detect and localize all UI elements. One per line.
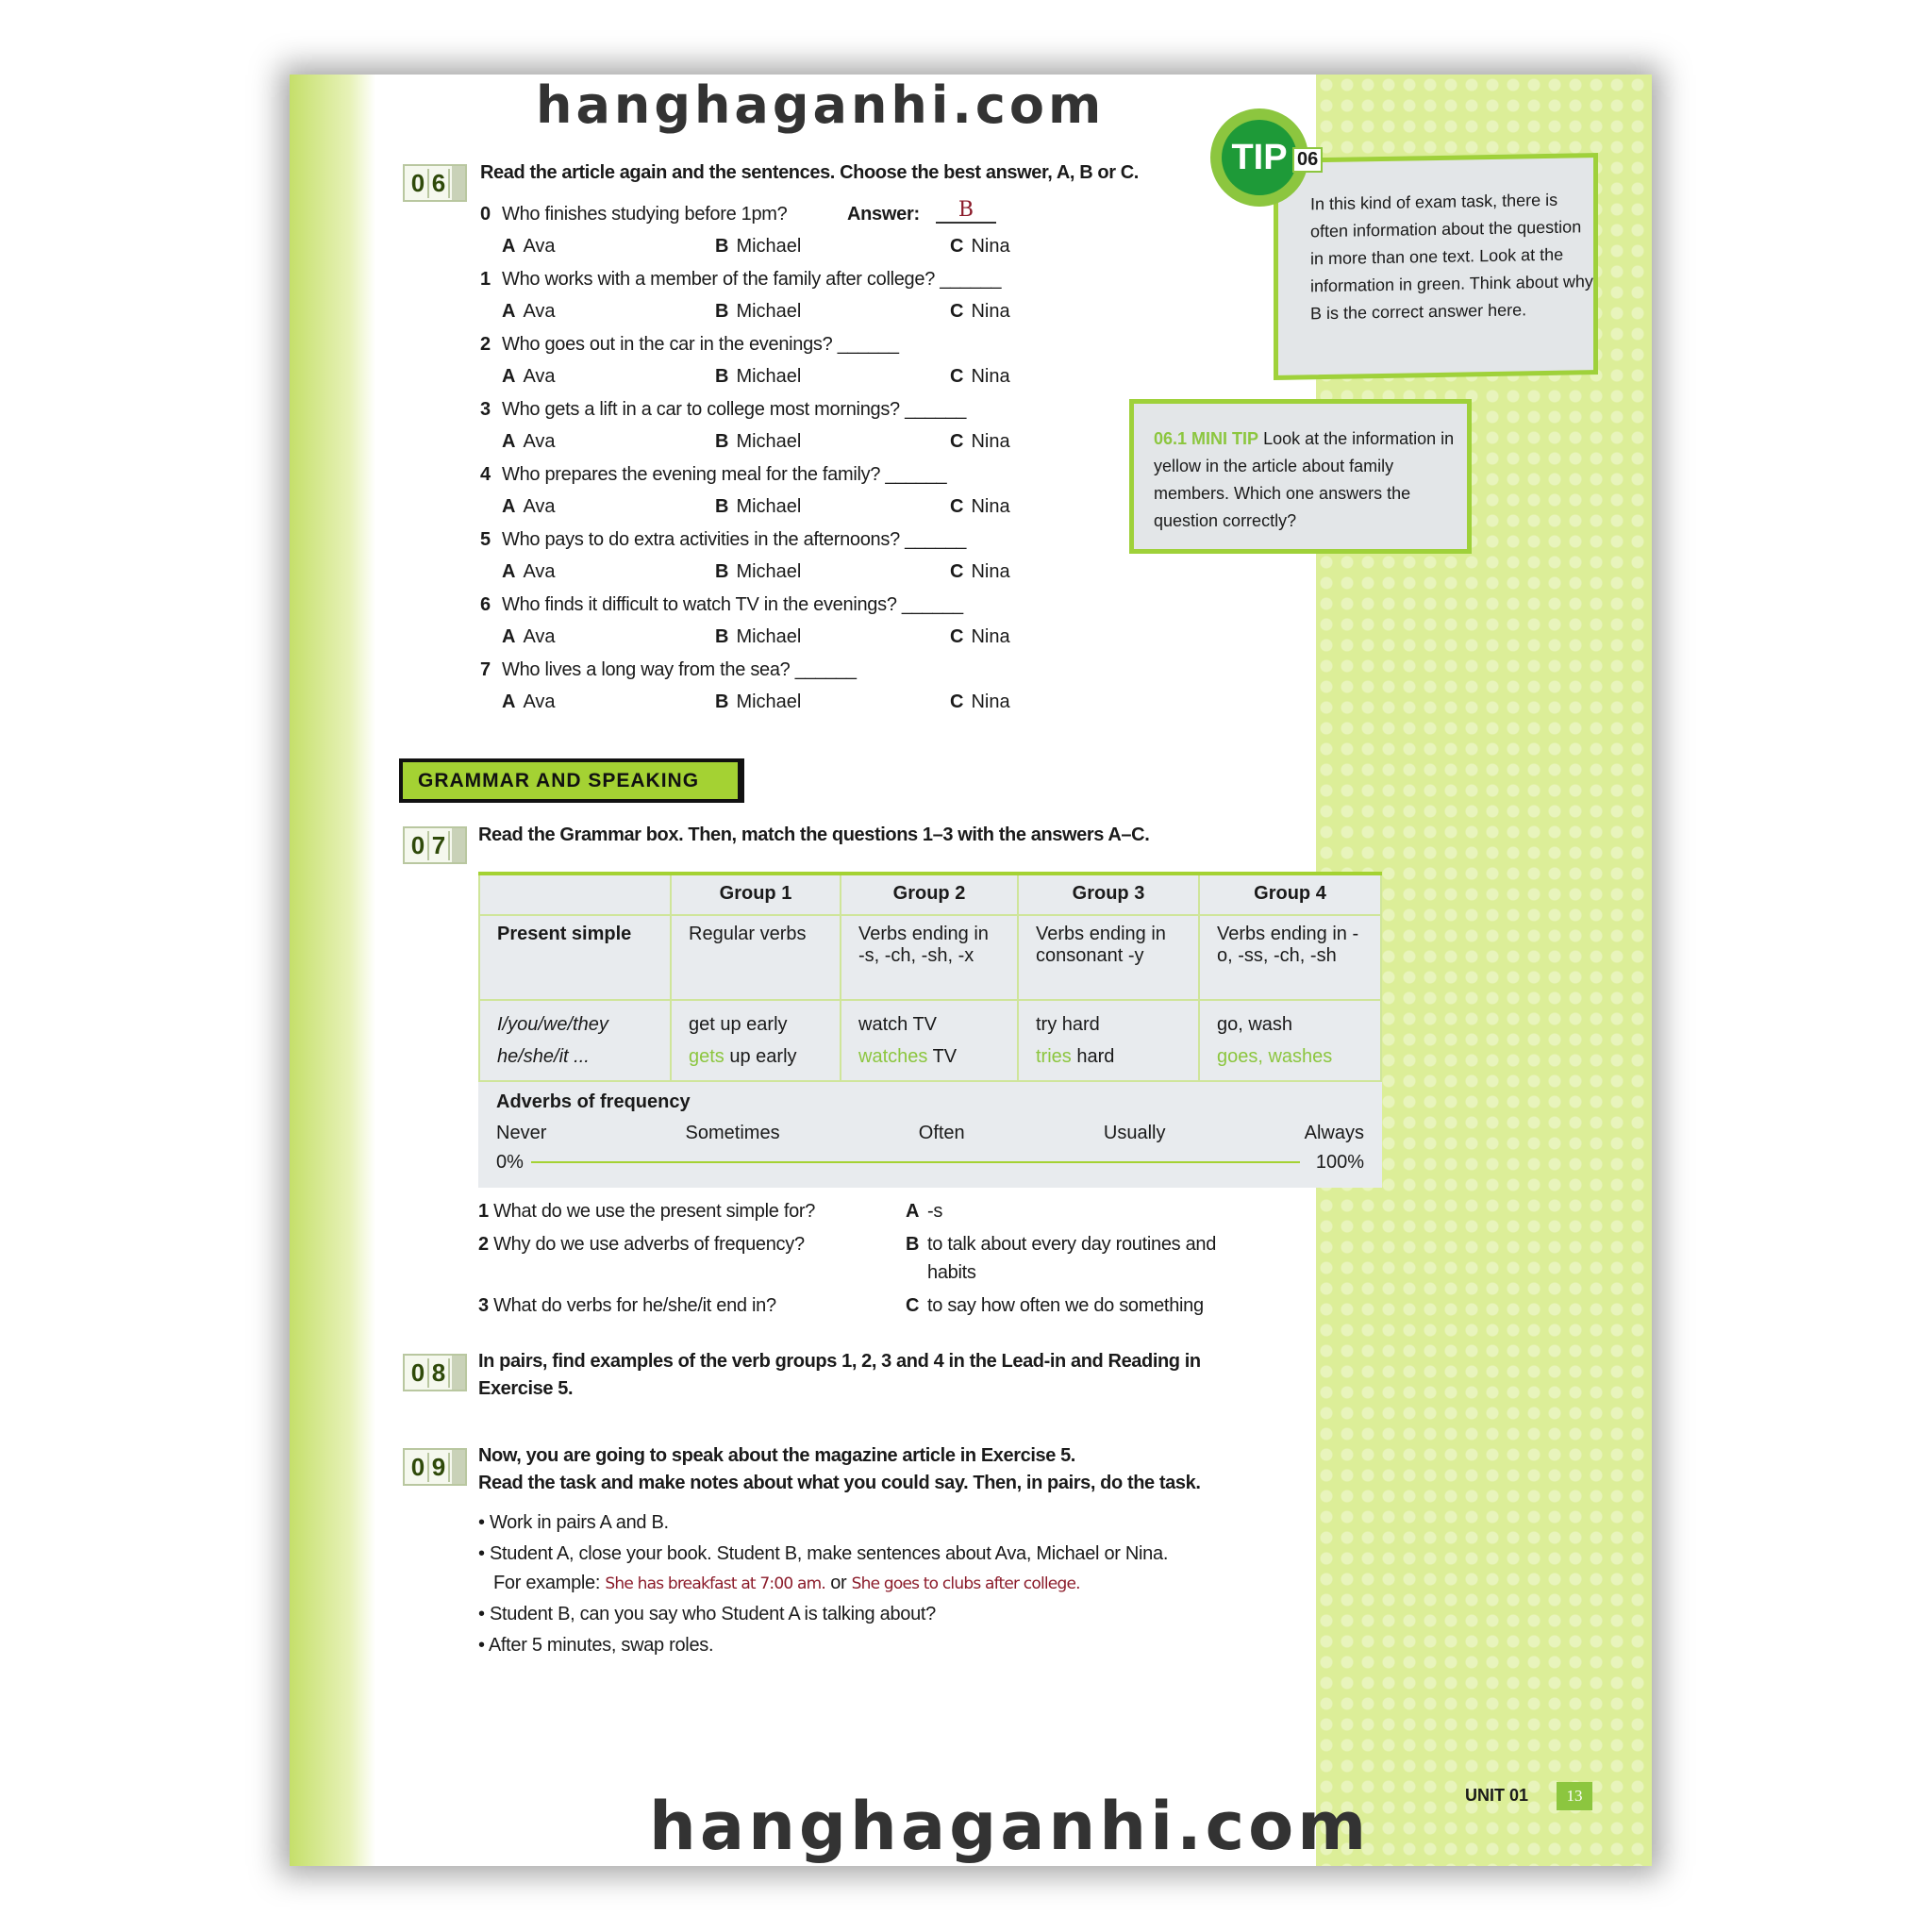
example-rest: TV <box>927 1046 958 1067</box>
matching-question <box>478 1295 776 1317</box>
example-rest: up early <box>724 1046 797 1067</box>
answer-option[interactable] <box>950 496 1010 518</box>
adverb-sometimes: Sometimes <box>685 1123 780 1143</box>
question-text: Who pays to do extra activities in the afternoons? ______ <box>502 529 967 550</box>
option-text: Ava <box>523 366 556 387</box>
option-letter: C <box>950 496 964 517</box>
option-letter: A <box>502 626 516 647</box>
option-letter: B <box>715 431 729 452</box>
option-text: Nina <box>971 366 1010 387</box>
matching-answer <box>906 1201 942 1223</box>
answer-letter: B <box>906 1234 920 1255</box>
pronouns-plural: I/you/we/they <box>497 1014 608 1035</box>
option-letter: A <box>502 691 516 712</box>
question-text: Who goes out in the car in the evenings? ______ <box>502 334 899 355</box>
answer-letter: A <box>906 1201 920 1222</box>
matching-question <box>478 1201 815 1223</box>
answer-option[interactable] <box>715 236 801 258</box>
badge-digit: 0 <box>408 169 429 198</box>
answer-option[interactable] <box>502 236 556 258</box>
option-text: Michael <box>736 366 802 387</box>
option-letter: C <box>950 301 964 322</box>
answer-letter: C <box>906 1295 920 1316</box>
tip-box <box>1274 153 1598 380</box>
option-letter: B <box>715 626 729 647</box>
question-text: What do verbs for he/she/it end in? <box>493 1295 776 1316</box>
question-text: Who works with a member of the family after college? ______ <box>502 269 1002 290</box>
option-text: Ava <box>523 691 556 712</box>
left-green-band <box>290 75 375 1866</box>
example-sentence-2: She goes to clubs after college. <box>851 1574 1080 1593</box>
bullet-text: Work in pairs A and B. <box>489 1512 669 1533</box>
answer-option[interactable] <box>950 301 1010 323</box>
option-text: Michael <box>736 496 802 517</box>
answer-option[interactable] <box>715 496 801 518</box>
section-header-grammar-speaking: GRAMMAR AND SPEAKING <box>399 758 744 803</box>
exercise-07-instruction: Read the Grammar box. Then, match the questions 1–3 with the answers A–C. <box>478 824 1150 845</box>
tip-label: TIP <box>1222 120 1297 195</box>
example-sentence-1: She has breakfast at 7:00 am. <box>605 1574 825 1593</box>
answer-option[interactable] <box>715 626 801 648</box>
page-number: 13 <box>1557 1782 1592 1810</box>
bullet-item: • Student B, can you say who Student A is talking about? <box>478 1604 936 1624</box>
answer-option[interactable] <box>950 431 1010 453</box>
bullet-item: • Work in pairs A and B. <box>478 1512 669 1533</box>
exercise-06-badge <box>403 164 467 202</box>
answer-text: -s <box>927 1201 943 1222</box>
matching-question <box>478 1234 805 1256</box>
answer-option[interactable] <box>950 561 1010 583</box>
answer-option[interactable] <box>950 691 1010 713</box>
question-number: 1 <box>478 1201 489 1222</box>
option-text: Michael <box>736 236 802 257</box>
answer-option[interactable] <box>502 301 556 323</box>
header-cell <box>479 874 671 915</box>
option-letter: B <box>715 301 729 322</box>
example-base: get up early <box>689 1014 788 1035</box>
option-text: Ava <box>523 561 556 582</box>
badge-digit: 7 <box>429 831 450 860</box>
option-text: Nina <box>971 496 1010 517</box>
option-text: Michael <box>736 561 802 582</box>
answer-option[interactable] <box>502 561 556 583</box>
badge-digit: 8 <box>429 1358 450 1388</box>
option-text: Nina <box>971 561 1010 582</box>
answer-option[interactable] <box>502 496 556 518</box>
adverb-usually: Usually <box>1103 1123 1166 1143</box>
arrow-icon <box>452 828 465 862</box>
exercise-09-line1: Now, you are going to speak about the magazine article in Exercise 5. <box>478 1445 1075 1466</box>
exercise-08-line1: In pairs, find examples of the verb groups 1, 2, 3 and 4 in the Lead-in and Reading in <box>478 1351 1201 1372</box>
answer-option[interactable] <box>715 301 801 323</box>
option-text: Nina <box>971 236 1010 257</box>
option-letter: B <box>715 366 729 387</box>
option-text: Michael <box>736 301 802 322</box>
option-letter: C <box>950 561 964 582</box>
answer-value[interactable]: B <box>936 198 996 224</box>
adverb-always: Always <box>1304 1123 1364 1143</box>
adverb-often: Often <box>918 1123 965 1143</box>
exercise-08-badge <box>403 1354 467 1391</box>
exercise-09-line2: Read the task and make notes about what you could say. Then, in pairs, do the task. <box>478 1473 1201 1493</box>
example-base: watch TV <box>858 1014 937 1035</box>
header-cell: Group 3 <box>1018 874 1199 915</box>
question-text: Who finishes studying before 1pm? <box>502 204 788 225</box>
answer-label: Answer: <box>847 204 920 225</box>
exercise-09-badge <box>403 1448 467 1486</box>
option-letter: B <box>715 561 729 582</box>
mini-tip-text: Look at the information in yellow in the article about family members. Which one answers the question correctly? <box>1154 429 1455 530</box>
option-letter: C <box>950 626 964 647</box>
option-text: Ava <box>523 626 556 647</box>
answer-text: to talk about every day routines and <box>927 1234 1217 1255</box>
answer-option[interactable] <box>502 431 556 453</box>
answer-option[interactable] <box>502 626 556 648</box>
option-text: Michael <box>736 431 802 452</box>
group-description: Verbs ending in -s, -ch, -sh, -x <box>841 915 1018 1000</box>
answer-text: to say how often we do something <box>927 1295 1204 1316</box>
option-letter: A <box>502 561 516 582</box>
watermark-top: hanghaganhi.com <box>536 75 1106 135</box>
question-number: 1 <box>480 269 491 290</box>
example-ending: gets <box>689 1046 724 1067</box>
example-or: or <box>824 1573 852 1593</box>
answer-text: habits <box>927 1262 976 1283</box>
bullet-text: Student A, close your book. Student B, make sentences about Ava, Michael or Nina. <box>489 1543 1169 1564</box>
example-base: try hard <box>1036 1014 1100 1035</box>
option-text: Nina <box>971 301 1010 322</box>
exercise-06-instruction: Read the article again and the sentences. Choose the best answer, A, B or C. <box>480 162 1139 183</box>
adverb-never: Never <box>496 1123 547 1143</box>
frequency-scale-line <box>531 1161 1300 1163</box>
matching-answer <box>906 1295 1204 1317</box>
option-letter: C <box>950 431 964 452</box>
bullet-text: Student B, can you say who Student A is talking about? <box>489 1604 936 1624</box>
header-cell: Group 4 <box>1199 874 1381 915</box>
badge-digit: 6 <box>429 169 450 198</box>
watermark-bottom: hanghaganhi.com <box>649 1788 1371 1865</box>
option-letter: A <box>502 431 516 452</box>
question-text: Who finds it difficult to watch TV in the evenings? ______ <box>502 594 963 615</box>
exercise-08-line2: Exercise 5. <box>478 1378 574 1399</box>
matching-answer <box>906 1234 1216 1256</box>
mini-tip-label: 06.1 MINI TIP <box>1154 429 1259 448</box>
example-label: For example: <box>493 1573 606 1593</box>
option-letter: C <box>950 366 964 387</box>
answer-option[interactable] <box>502 691 556 713</box>
option-letter: C <box>950 691 964 712</box>
question-number: 7 <box>480 659 491 680</box>
option-text: Nina <box>971 626 1010 647</box>
answer-option[interactable] <box>715 366 801 388</box>
adverbs-title: Adverbs of frequency <box>496 1091 691 1112</box>
answer-option[interactable] <box>715 431 801 453</box>
option-text: Ava <box>523 496 556 517</box>
option-letter: B <box>715 236 729 257</box>
answer-option[interactable] <box>950 236 1010 258</box>
option-text: Nina <box>971 431 1010 452</box>
scale-min: 0% <box>496 1152 524 1173</box>
question-text: Who gets a lift in a car to college most mornings? ______ <box>502 399 967 420</box>
answer-option[interactable] <box>502 366 556 388</box>
tip-number: 06 <box>1292 147 1323 173</box>
question-text: What do we use the present simple for? <box>493 1201 816 1222</box>
unit-label: UNIT 01 <box>1465 1786 1529 1805</box>
option-text: Michael <box>736 626 802 647</box>
question-text: Who prepares the evening meal for the family? ______ <box>502 464 947 485</box>
bullet-text: After 5 minutes, swap roles. <box>488 1635 714 1656</box>
option-text: Michael <box>736 691 802 712</box>
question-number: 4 <box>480 464 491 485</box>
badge-digit: 0 <box>408 831 429 860</box>
question-text: Why do we use adverbs of frequency? <box>493 1234 805 1255</box>
example-line <box>493 1573 1080 1594</box>
example-ending: goes, washes <box>1217 1046 1333 1067</box>
option-text: Ava <box>523 236 556 257</box>
badge-digit: 0 <box>408 1358 429 1388</box>
example-base: go, wash <box>1217 1014 1293 1035</box>
example-rest: hard <box>1071 1046 1115 1067</box>
option-text: Ava <box>523 431 556 452</box>
group-description: Verbs ending in consonant -y <box>1018 915 1199 1000</box>
example-ending: tries <box>1036 1046 1072 1067</box>
badge-digit: 0 <box>408 1453 429 1482</box>
option-letter: A <box>502 366 516 387</box>
bullet-item: • Student A, close your book. Student B, make sentences about Ava, Michael or Nina. <box>478 1543 1169 1564</box>
option-letter: A <box>502 301 516 322</box>
answer-option[interactable] <box>950 366 1010 388</box>
question-number: 6 <box>480 594 491 615</box>
header-cell: Group 2 <box>841 874 1018 915</box>
scale-max: 100% <box>1315 1152 1364 1173</box>
question-number: 3 <box>478 1295 489 1316</box>
question-number: 3 <box>480 399 491 420</box>
question-number: 0 <box>480 204 491 225</box>
grammar-box <box>478 872 1382 1188</box>
matching-answer <box>906 1262 976 1284</box>
exercise-07-badge <box>403 826 467 864</box>
arrow-icon <box>452 166 465 200</box>
question-text: Who lives a long way from the sea? ______ <box>502 659 857 680</box>
option-letter: B <box>715 496 729 517</box>
option-letter: B <box>715 691 729 712</box>
question-number: 5 <box>480 529 491 550</box>
tip-text: In this kind of exam task, there is often information about the question in more than one text. Look at the information in green. Think about why B is the correct answer here. <box>1310 190 1593 324</box>
header-cell: Group 1 <box>671 874 841 915</box>
group-description: Verbs ending in -o, -ss, -ch, -sh <box>1199 915 1381 1000</box>
mini-tip-box <box>1129 399 1472 554</box>
question-number: 2 <box>478 1234 489 1255</box>
badge-digit: 9 <box>429 1453 450 1482</box>
answer-option[interactable] <box>950 626 1010 648</box>
answer-option[interactable] <box>715 691 801 713</box>
example-ending: watches <box>858 1046 928 1067</box>
option-text: Nina <box>971 691 1010 712</box>
question-number: 2 <box>480 334 491 355</box>
group-description: Regular verbs <box>671 915 841 1000</box>
pronouns-third: he/she/it ... <box>497 1046 590 1067</box>
option-letter: A <box>502 236 516 257</box>
arrow-icon <box>452 1450 465 1484</box>
option-letter: A <box>502 496 516 517</box>
bullet-item: • After 5 minutes, swap roles. <box>478 1635 714 1656</box>
option-letter: C <box>950 236 964 257</box>
option-text: Ava <box>523 301 556 322</box>
answer-option[interactable] <box>715 561 801 583</box>
arrow-icon <box>452 1356 465 1390</box>
row-label-present-simple: Present simple <box>479 915 671 1000</box>
